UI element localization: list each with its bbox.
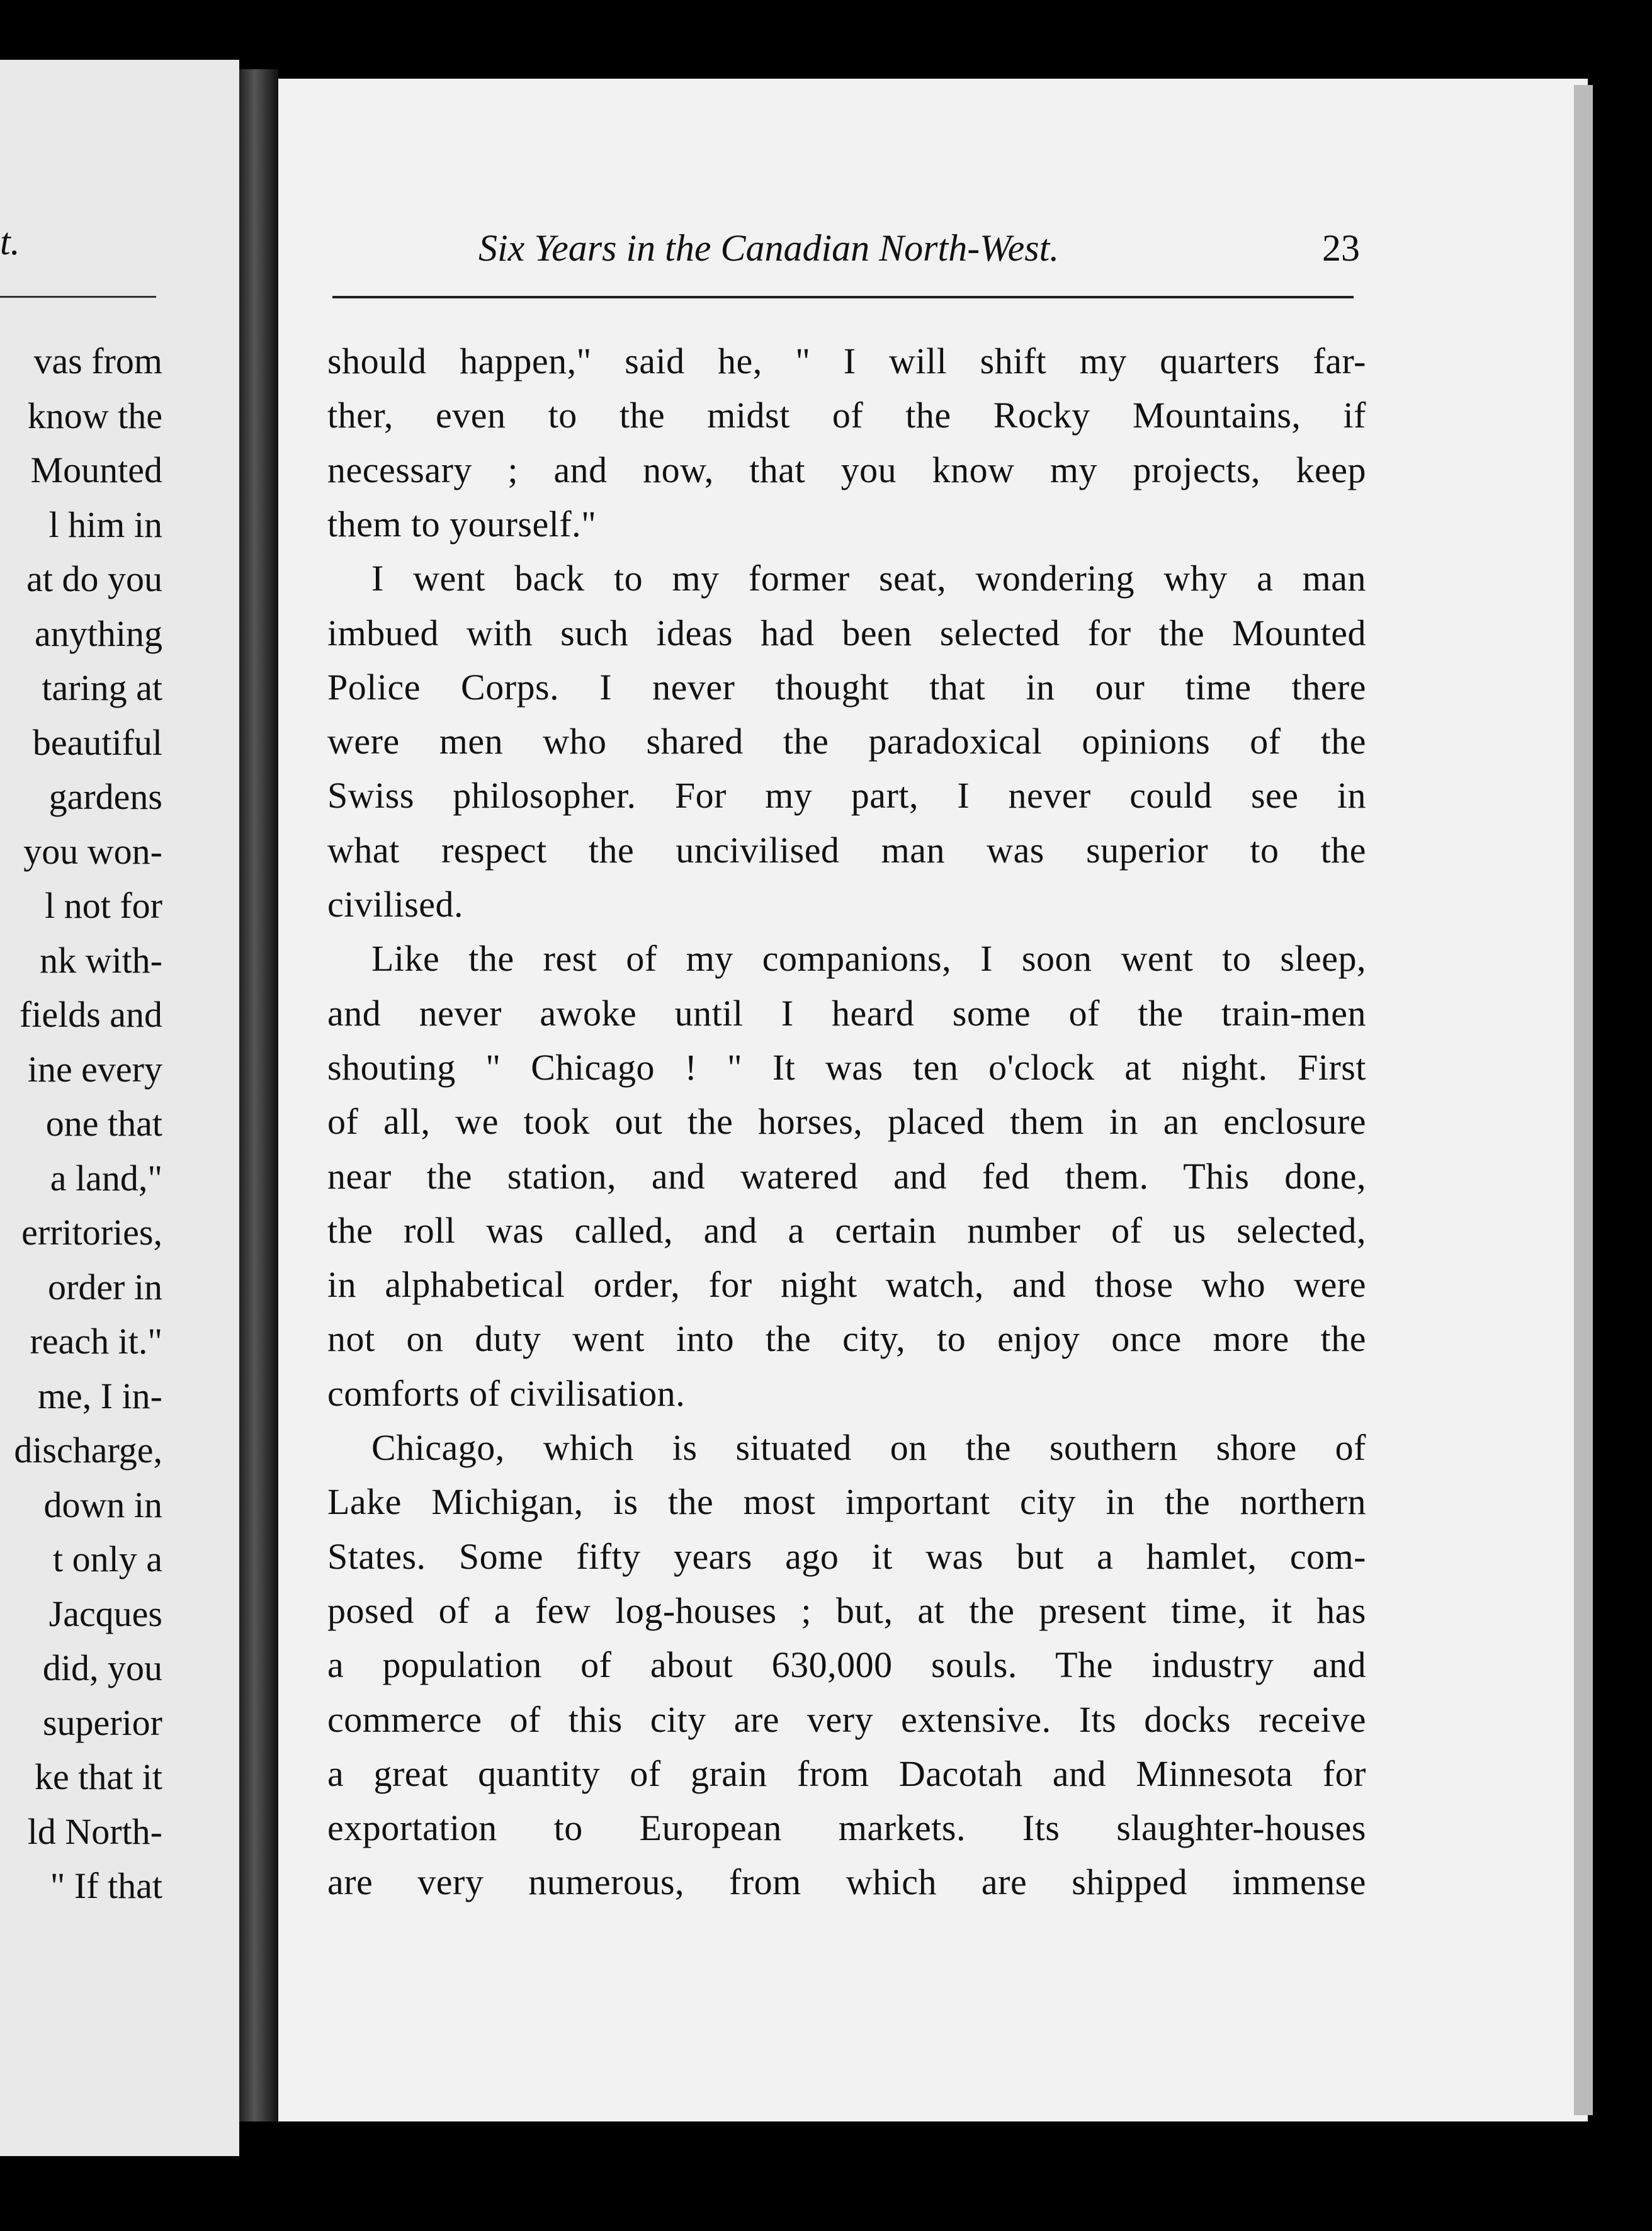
left-page-line: fields and: [19, 994, 162, 1035]
left-page-line: taring at: [42, 667, 162, 708]
left-page-line: ld North-: [27, 1810, 162, 1852]
left-page-line: at do you: [26, 558, 162, 599]
body-line: were men who shared the paradoxical opinions of the: [327, 721, 1366, 762]
body-line: in alphabetical order, for night watch, and those who were: [327, 1264, 1366, 1306]
body-line: a population of about 630,000 souls. The industry and: [327, 1644, 1366, 1686]
running-head-title: Six Years in the Canadian North-West.: [478, 227, 1060, 269]
left-page-line: Mounted: [30, 449, 162, 490]
left-page-line: discharge,: [14, 1430, 162, 1471]
left-page-line: one that: [45, 1103, 162, 1144]
body-line: imbued with such ideas had been selected for the Mounted: [327, 612, 1366, 653]
body-line: a great quantity of grain from Dacotah and Minnesota for: [327, 1753, 1366, 1794]
body-line: civilised.: [327, 884, 464, 925]
left-page-rule: [0, 296, 156, 298]
left-page-line: beautiful: [32, 721, 162, 763]
body-line: are very numerous, from which are shipped immense: [327, 1861, 1366, 1903]
left-page-line: erritories,: [21, 1212, 162, 1253]
left-page-line: a land,": [50, 1157, 162, 1199]
left-page-line: nk with-: [40, 939, 162, 981]
page-number: 23: [1322, 227, 1360, 269]
left-page-line: Jacques: [48, 1593, 162, 1634]
body-line: ther, even to the midst of the Rocky Mountains, if: [327, 395, 1366, 436]
body-line: Lake Michigan, is the most important city in the northern: [327, 1481, 1366, 1523]
body-line: of all, we took out the horses, placed them in an enclosure: [327, 1101, 1366, 1143]
left-page-line: l not for: [45, 885, 162, 926]
body-line: and never awoke until I heard some of the train-men: [327, 992, 1366, 1034]
header-rule: [332, 296, 1354, 298]
body-line: shouting " Chicago ! " It was ten o'clock at night. First: [327, 1046, 1366, 1088]
left-page-line: did, you: [42, 1647, 162, 1688]
body-line: them to yourself.": [327, 503, 597, 545]
left-page-line: reach it.": [30, 1321, 162, 1362]
left-page-line: know the: [27, 395, 162, 436]
left-page-line: " If that: [50, 1865, 162, 1906]
body-line: Like the rest of my companions, I soon went to sleep,: [371, 938, 1366, 980]
body-line: exportation to European markets. Its slaughter-houses: [327, 1807, 1366, 1849]
body-line: posed of a few log-houses ; but, at the present time, it has: [327, 1590, 1366, 1631]
body-line: I went back to my former seat, wondering why a man: [371, 558, 1366, 599]
left-page-line: down in: [43, 1484, 162, 1525]
left-page-line: me, I in-: [37, 1375, 162, 1416]
left-page-line: l him in: [48, 504, 162, 545]
body-line: Police Corps. I never thought that in our time there: [327, 666, 1366, 708]
left-page-line: gardens: [48, 776, 162, 817]
left-page-line: order in: [48, 1266, 162, 1308]
body-line: comforts of civilisation.: [327, 1372, 686, 1414]
body-line: what respect the uncivilised man was superior to the: [327, 829, 1366, 871]
left-page-line: ine every: [27, 1048, 162, 1090]
body-line: near the station, and watered and fed them. This done,: [327, 1155, 1366, 1197]
body-line: States. Some fifty years ago it was but a hamlet, com-: [327, 1535, 1366, 1577]
left-page-line: vas from: [33, 341, 162, 381]
body-line: Chicago, which is situated on the southern shore of: [371, 1427, 1366, 1468]
left-page-line: you won-: [23, 830, 162, 872]
left-page-line: t only a: [53, 1539, 162, 1579]
left-page-line: superior: [42, 1702, 162, 1743]
left-page-line: ke that it: [35, 1756, 162, 1797]
body-line: not on duty went into the city, to enjoy once more the: [327, 1318, 1366, 1360]
body-line: necessary ; and now, that you know my projects, keep: [327, 449, 1366, 490]
left-page-header-fragment: t.: [0, 221, 20, 263]
body-line: Swiss philosopher. For my part, I never could see in: [327, 775, 1366, 816]
page-edge: [1574, 85, 1593, 2115]
body-line: commerce of this city are very extensive. Its docks receive: [327, 1698, 1366, 1740]
book-spine: [239, 69, 278, 2121]
body-line: the roll was called, and a certain number of us selected,: [327, 1209, 1366, 1251]
left-page-line: anything: [35, 613, 162, 654]
body-line: should happen," said he, " I will shift my quarters far-: [327, 341, 1366, 381]
